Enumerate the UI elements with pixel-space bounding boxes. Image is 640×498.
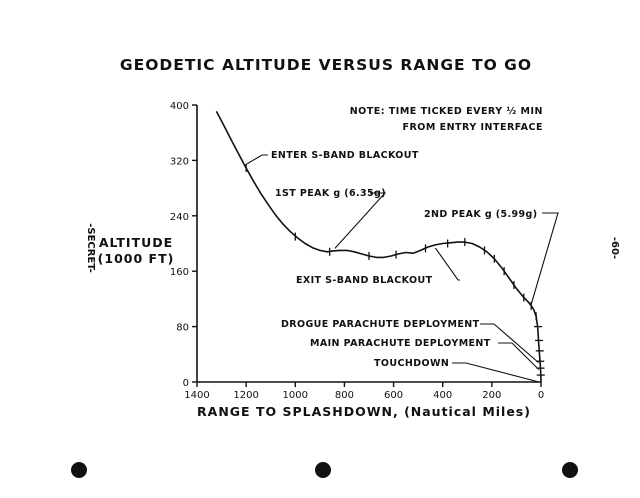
punch-hole-left — [71, 462, 87, 478]
punch-hole-right — [562, 462, 578, 478]
x-axis-label: RANGE TO SPLASHDOWN, (Nautical Miles) — [197, 404, 531, 419]
y-axis-label-line-1: ALTITUDE — [98, 235, 174, 250]
y-tick-label: 240 — [169, 211, 189, 223]
x-tick-label: 1400 — [184, 390, 210, 401]
x-tick-label: 400 — [433, 390, 453, 401]
y-tick-label: 400 — [169, 101, 189, 112]
y-axis-label-line-2: (1000 FT) — [97, 251, 175, 266]
annotation-leader-line — [498, 343, 539, 370]
y-tick-label: 0 — [182, 378, 189, 389]
x-tick-label: 1000 — [282, 390, 309, 401]
note-line-2: FROM ENTRY INTERFACE — [402, 122, 543, 133]
y-tick-label: 160 — [169, 267, 189, 279]
annotations — [246, 150, 558, 382]
x-tick-label: 0 — [537, 390, 545, 401]
annotation-label: ENTER S-BAND BLACKOUT — [271, 150, 419, 161]
x-tick-label: 1200 — [233, 390, 259, 401]
y-tick-label: 320 — [169, 156, 189, 168]
note-line-1: NOTE: TIME TICKED EVERY ½ MIN — [349, 106, 543, 117]
annotation-label: 1ST PEAK g (6.35g) — [275, 188, 386, 199]
annotation-leader-line — [531, 213, 558, 304]
annotation-label: DROGUE PARACHUTE DEPLOYMENT — [281, 319, 480, 330]
classification-mark: -SECRET- — [85, 223, 96, 273]
annotation-label: TOUCHDOWN — [374, 358, 450, 369]
punch-hole-center — [315, 462, 331, 478]
x-tick-label: 600 — [384, 390, 404, 401]
annotation-leader-line — [452, 363, 539, 382]
x-ticks — [184, 382, 544, 401]
annotation-label: EXIT S-BAND BLACKOUT — [296, 275, 433, 286]
annotation-leader-line — [335, 193, 385, 248]
annotation-leader-line — [435, 248, 460, 280]
chart-title: GEODETIC ALTITUDE VERSUS RANGE TO GO — [119, 56, 533, 74]
x-tick-label: 800 — [334, 390, 354, 401]
annotation-leader-line — [246, 155, 268, 165]
y-tick-label: 80 — [176, 322, 189, 334]
page-number: -60- — [609, 236, 620, 260]
annotation-label: MAIN PARACHUTE DEPLOYMENT — [310, 338, 491, 349]
y-ticks — [170, 101, 197, 389]
x-tick-label: 200 — [482, 390, 502, 401]
annotation-label: 2ND PEAK g (5.99g) — [424, 209, 538, 220]
